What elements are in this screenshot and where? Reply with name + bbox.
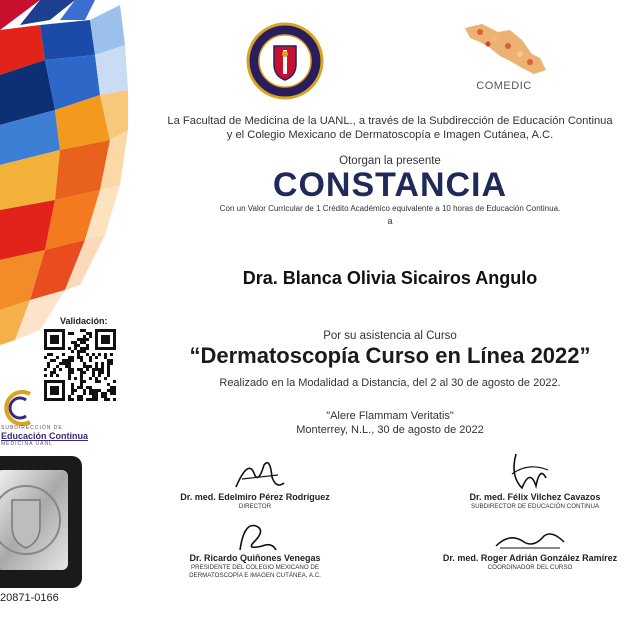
sub-logo-line-3: MEDICINA UANL: [1, 441, 53, 447]
comedic-label: COMEDIC: [476, 80, 532, 92]
intro-line-1: La Facultad de Medicina de la UANL., a través de la Subdirección de Educación Continua: [167, 115, 613, 127]
folio-number: 20871-0166: [0, 592, 59, 604]
signature-1-icon: [228, 455, 288, 493]
sub-logo-line-2: Educación Continua: [1, 431, 89, 441]
signature-3-role-line-1: PRESIDENTE DEL COLEGIO MEXICANO DE: [190, 564, 319, 571]
silver-seal-badge: [0, 456, 84, 590]
to-text: a: [387, 216, 393, 226]
recipient-name: Dra. Blanca Olivia Sicairos Angulo: [242, 268, 538, 288]
signature-3-role: [165, 564, 345, 580]
course-title: “Dermatoscopía Curso en Línea 2022”: [189, 343, 591, 368]
signature-2-role: SUBDIRECTOR DE EDUCACIÓN CONTINUA: [470, 503, 600, 510]
intro-line-2: y el Colegio Mexicano de Dermatoscopía e Imagen Cutánea, A.C.: [226, 129, 554, 141]
certificate-title: CONSTANCIA: [272, 166, 508, 204]
validation-qr-code[interactable]: [44, 329, 116, 401]
issuer-intro: [150, 114, 630, 142]
signature-1-name: Dr. med. Edelmiro Pérez Rodríguez: [180, 492, 330, 502]
credit-text: Con un Valor Curricular de 1 Crédito Académico equivalente a 10 horas de Educación Continua.: [219, 204, 561, 213]
motto-text: "Alere Flammam Veritatis": [326, 410, 454, 422]
signature-1-role: DIRECTOR: [238, 503, 272, 510]
signature-3-name: Dr. Ricardo Quiñones Venegas: [189, 553, 321, 563]
reason-text: Por su asistencia al Curso: [323, 330, 457, 342]
signature-2-name: Dr. med. Félix Vilchez Cavazos: [469, 492, 601, 502]
signature-4-icon: [490, 528, 570, 554]
signature-4-role: COORDINADOR DEL CURSO: [487, 564, 573, 571]
signature-3-role-line-2: DERMATOSCOPÍA E IMAGEN CUTÁNEA, A.C.: [189, 572, 321, 579]
signature-2-icon: [506, 448, 550, 494]
educacion-continua-logo-icon: [0, 388, 40, 428]
signature-3-icon: [232, 516, 282, 556]
sub-logo-line-1: SUBDIRECCIÓN DE: [1, 425, 63, 431]
signature-4-name: Dr. med. Roger Adrián González Ramírez: [442, 553, 618, 563]
uanl-seal-logo: [246, 22, 324, 100]
modality-text: Realizado en la Modalidad a Distancia, del 2 al 30 de agosto de 2022.: [219, 377, 561, 389]
validation-label: Validación:: [60, 316, 108, 326]
comedic-logo: [460, 18, 550, 80]
grant-text: Otorgan la presente: [339, 155, 441, 167]
place-date: Monterrey, N.L., 30 de agosto de 2022: [296, 424, 484, 436]
